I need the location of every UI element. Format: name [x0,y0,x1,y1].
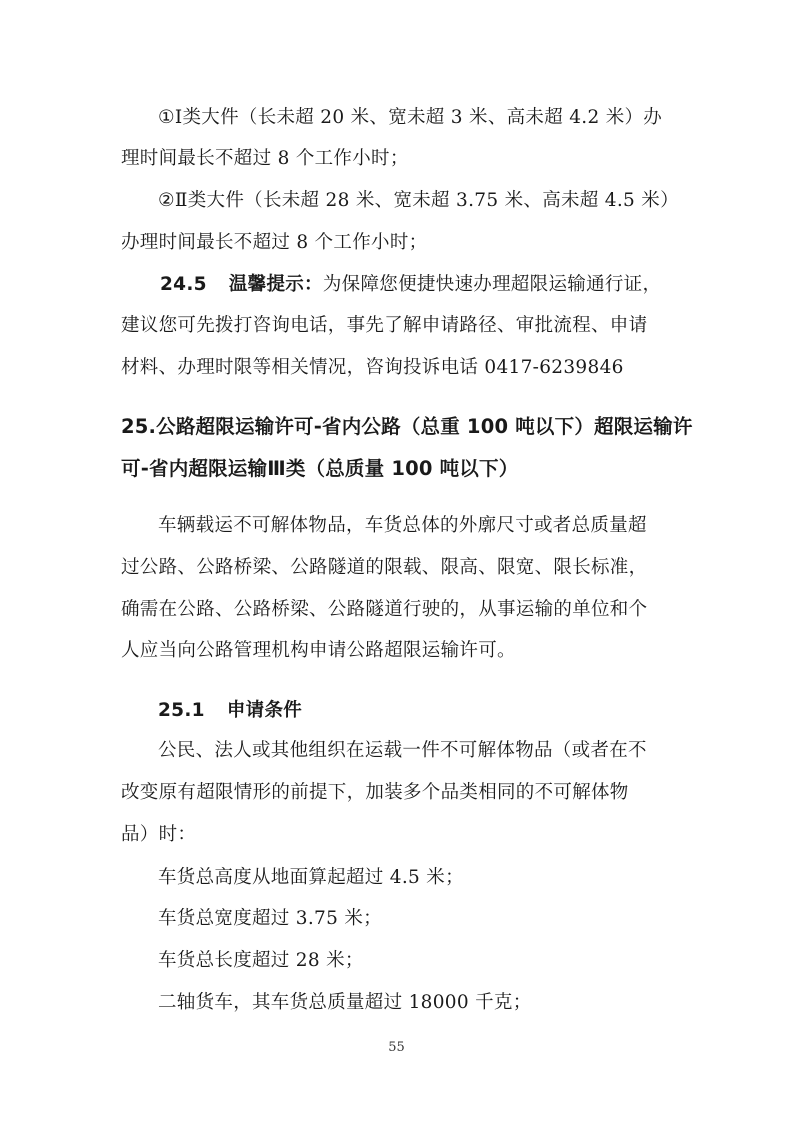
condition-height: 车货总高度从地面算起超过 4.5 米； [158,867,464,888]
section-25-1-para-line-3: 品）时： [121,824,197,845]
page-number: 55 [388,1040,405,1055]
section-24-5-number: 24.5 [160,274,207,295]
section-24-5-text: 为保障您便捷快速办理超限运输通行证， [322,274,662,295]
item-1-line-1: ①Ⅰ类大件（长未超 20 米、宽未超 3 米、高未超 4.2 米）办 [158,107,663,128]
section-25-title-line-1: 25.公路超限运输许可-省内公路（总重 100 吨以下）超限运输许 [121,415,693,438]
section-25-para-line-3: 确需在公路、公路桥梁、公路隧道行驶的，从事运输的单位和个 [121,599,648,620]
section-25-para-line-2: 过公路、公路桥梁、公路隧道的限载、限高、限宽、限长标准， [121,557,648,578]
section-24-5-line-3: 材料、办理时限等相关情况，咨询投诉电话 0417-6239846 [121,357,624,378]
section-24-5-line-2: 建议您可先拨打咨询电话，事先了解申请路径、审批流程、申请 [121,315,648,336]
section-25-1-para-line-1: 公民、法人或其他组织在运载一件不可解体物品（或者在不 [158,740,647,761]
condition-two-axle-mass: 二轴货车，其车货总质量超过 18000 千克； [158,992,532,1013]
section-25-1-heading [158,699,302,723]
item-1-line-2: 理时间最长不超过 8 个工作小时； [121,148,409,169]
item-2-line-1: ②Ⅱ类大件（长未超 28 米、宽未超 3.75 米、高未超 4.5 米） [158,190,679,211]
condition-length: 车货总长度超过 28 米； [158,950,364,971]
section-25-1-para-line-2: 改变原有超限情形的前提下，加装多个品类相同的不可解体物 [121,782,629,803]
section-25-para-line-4: 人应当向公路管理机构申请公路超限运输许可。 [121,640,516,661]
section-25-1-number: 25.1 [158,700,205,721]
section-25-1-title: 申请条件 [226,700,303,721]
section-25-title-line-2: 可-省内超限运输Ⅲ类（总质量 100 吨以下） [121,457,519,480]
condition-width: 车货总宽度超过 3.75 米； [158,908,382,929]
section-24-5-line-1 [160,273,661,297]
item-2-line-2: 办理时间最长不超过 8 个工作小时； [121,232,428,253]
section-25-para-line-1: 车辆载运不可解体物品，车货总体的外廓尺寸或者总质量超 [158,515,647,536]
section-24-5-label: 温馨提示： [228,274,323,295]
